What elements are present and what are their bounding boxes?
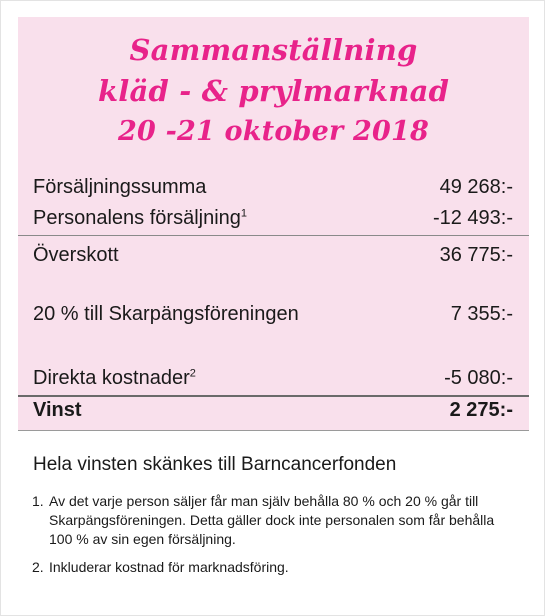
- row-profit: [33, 398, 513, 422]
- row-value: -5 080:-: [444, 367, 513, 389]
- row-staff-sales: [33, 206, 513, 230]
- row-label: 20 % till Skarpängsföreningen: [33, 303, 299, 325]
- row-label: Försäljningssumma: [33, 176, 207, 198]
- row-label: Personalens försäljning$^1$: [33, 207, 248, 229]
- title-line-2: kläd - & prylmarknad: [97, 74, 450, 108]
- footnote-text: Inkluderar kostnad för marknadsföring.: [49, 559, 289, 575]
- footnote-number: 1.: [32, 493, 44, 509]
- row-value: 36 775:-: [439, 244, 513, 266]
- row-label: Överskott: [33, 244, 119, 266]
- donation-note: Hela vinsten skänkes till Barncancerfonden: [33, 454, 397, 475]
- divider: [18, 430, 529, 431]
- row-value: 2 275:-: [449, 399, 513, 421]
- footnote-ref-2: 2: [189, 367, 196, 380]
- title-line-1: Sammanställning: [129, 33, 418, 67]
- title-line-3: 20 -21 oktober 2018: [118, 116, 429, 147]
- divider: [18, 395, 529, 397]
- row-direct-costs: [33, 366, 513, 390]
- divider: [18, 235, 529, 236]
- footnote-text: Av det varje person säljer får man själv behålla 80 % och 20 % går till Skarpängsföreningen. Detta gäller dock inte personalen som får behålla 100 % av sin egen försäljning.: [49, 493, 495, 547]
- row-association-share: [33, 302, 513, 326]
- footnote-1: [32, 492, 512, 549]
- footnote-number: 2.: [32, 559, 44, 575]
- row-surplus: [33, 243, 513, 267]
- row-value: -12 493:-: [432, 207, 513, 229]
- row-value: 49 268:-: [439, 176, 513, 198]
- footnotes: [32, 492, 512, 586]
- summary-panel: [18, 17, 529, 430]
- footnote-ref-1: 1: [240, 207, 248, 220]
- row-label: Vinst: [33, 399, 82, 421]
- row-sales-total: [33, 175, 513, 199]
- footnote-2: [32, 558, 512, 577]
- row-label: Direkta kostnader$^2$: [33, 367, 196, 389]
- row-value: 7 355:-: [450, 303, 513, 325]
